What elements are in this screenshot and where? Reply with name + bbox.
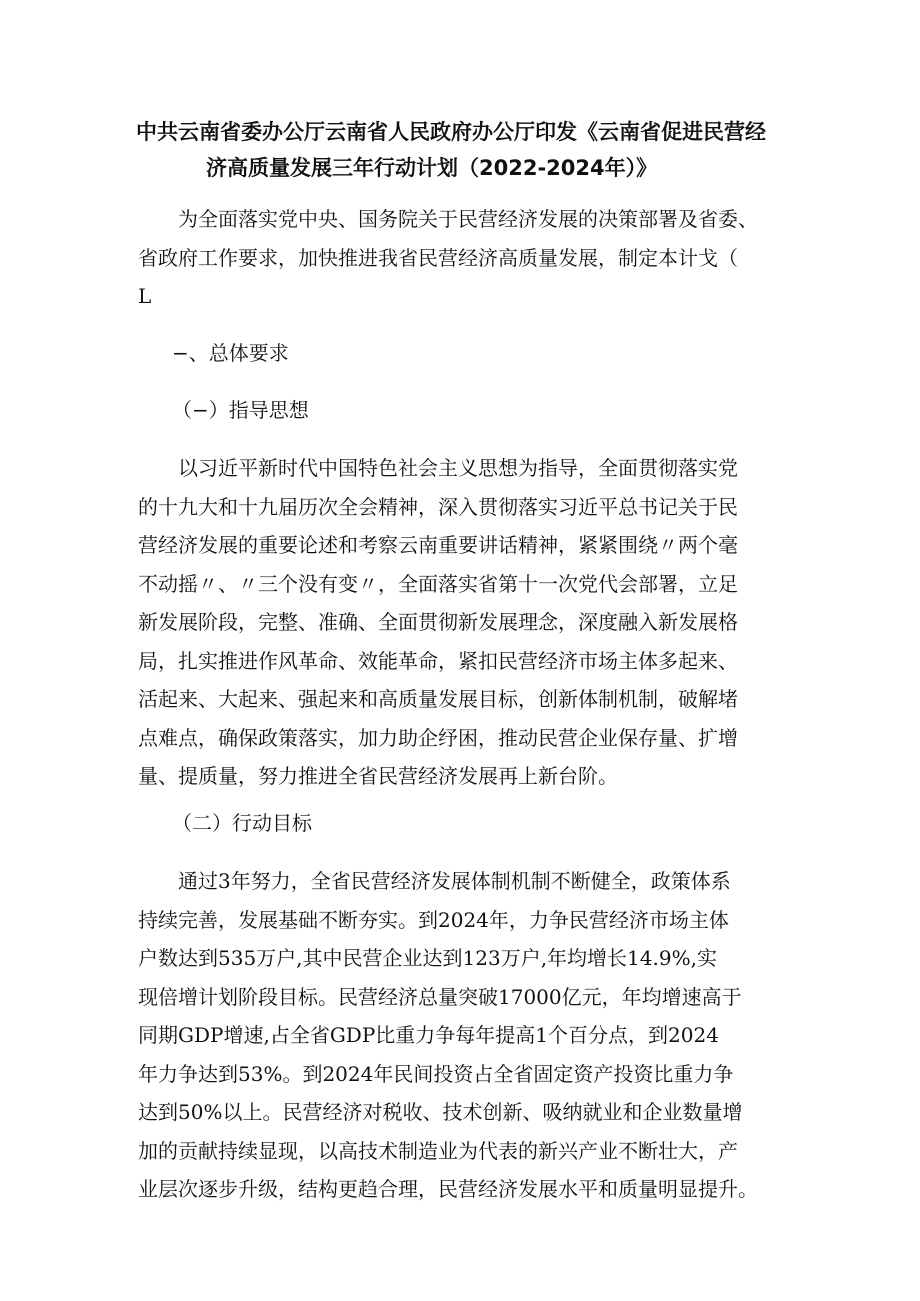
subsection-heading-action-goals: （二）行动目标 <box>172 811 312 835</box>
target-line-6: 年力争达到53%。到2024年民间投资占全省固定资产投资比重力争 <box>138 1061 734 1086</box>
target-line-2: 持续完善，发展基础不断夯实。到2024年，力争民营经济市场主体 <box>138 907 729 932</box>
intro-line-3: L <box>138 284 152 308</box>
guiding-line-7: 活起来、大起来、强起来和高质量发展目标，创新体制机制，破解堵 <box>138 687 738 711</box>
target-line-7: 达到50%以上。民营经济对税收、技术创新、吸纳就业和企业数量增 <box>138 1100 743 1124</box>
title-line-2: 济高质量发展三年行动计划（2022-2024年）》 <box>206 156 658 180</box>
action-goals-paragraph <box>138 862 798 1209</box>
guiding-line-1: 以习近平新时代中国特色社会主义思想为指导，全面贯彻落实党 <box>178 456 738 480</box>
guiding-line-9: 量、提质量，努力推进全省民营经济发展再上新台阶。 <box>138 764 618 788</box>
guiding-line-4: 不动摇〃、〃三个没有变〃，全面落实省第十一次党代会部署，立足 <box>138 571 738 596</box>
title-line-1: 中共云南省委办公厅云南省人民政府办公厅印发《云南省促进民营经 <box>136 120 766 144</box>
document-title <box>136 114 816 186</box>
intro-paragraph <box>138 200 798 316</box>
target-line-4: 现倍增计划阶段目标。民营经济总量突破17000亿元，年均增速高于 <box>138 984 742 1009</box>
target-line-1: 通过3年努力，全省民营经济发展体制机制不断健全，政策体系 <box>178 869 731 893</box>
intro-line-2: 省政府工作要求，加快推进我省民营经济高质量发展，制定本计戈（ <box>138 245 738 270</box>
intro-line-1: 为全面落实党中央、国务院关于民营经济发展的决策部署及省委、 <box>178 207 758 231</box>
guiding-line-3: 营经济发展的重要论述和考察云南重要讲话精神，紧紧围绕〃两个毫 <box>138 533 738 557</box>
target-line-9: 业层次逐步升级，结构更趋合理，民营经济发展水平和质量明显提升。 <box>138 1177 758 1201</box>
section-heading-overall-requirements: −、总体要求 <box>172 341 289 365</box>
guiding-line-8: 点难点，确保政策落实，加力助企纾困，推动民营企业保存量、扩增 <box>138 725 738 750</box>
target-line-8: 加的贡献持续显现，以高技术制造业为代表的新兴产业不断壮大，产 <box>138 1138 738 1163</box>
target-line-5: 同期GDP增速,占全省GDP比重力争每年提高1个百分点，到2024 <box>138 1023 719 1047</box>
guiding-thought-paragraph <box>138 449 798 796</box>
guiding-line-2: 的十九大和十九届历次全会精神，深入贯彻落实习近平总书记关于民 <box>138 494 738 519</box>
guiding-line-6: 局，扎实推进作风革命、效能革命，紧扣民营经济市场主体多起来、 <box>138 648 738 673</box>
subsection-heading-guiding-thought: （−）指导思想 <box>172 398 309 422</box>
target-line-3: 户数达到535万户,其中民营企业达到123万户,年均增长14.9%,实 <box>138 946 717 970</box>
guiding-line-5: 新发展阶段，完整、准确、全面贯彻新发展理念，深度融入新发展格 <box>138 610 738 634</box>
